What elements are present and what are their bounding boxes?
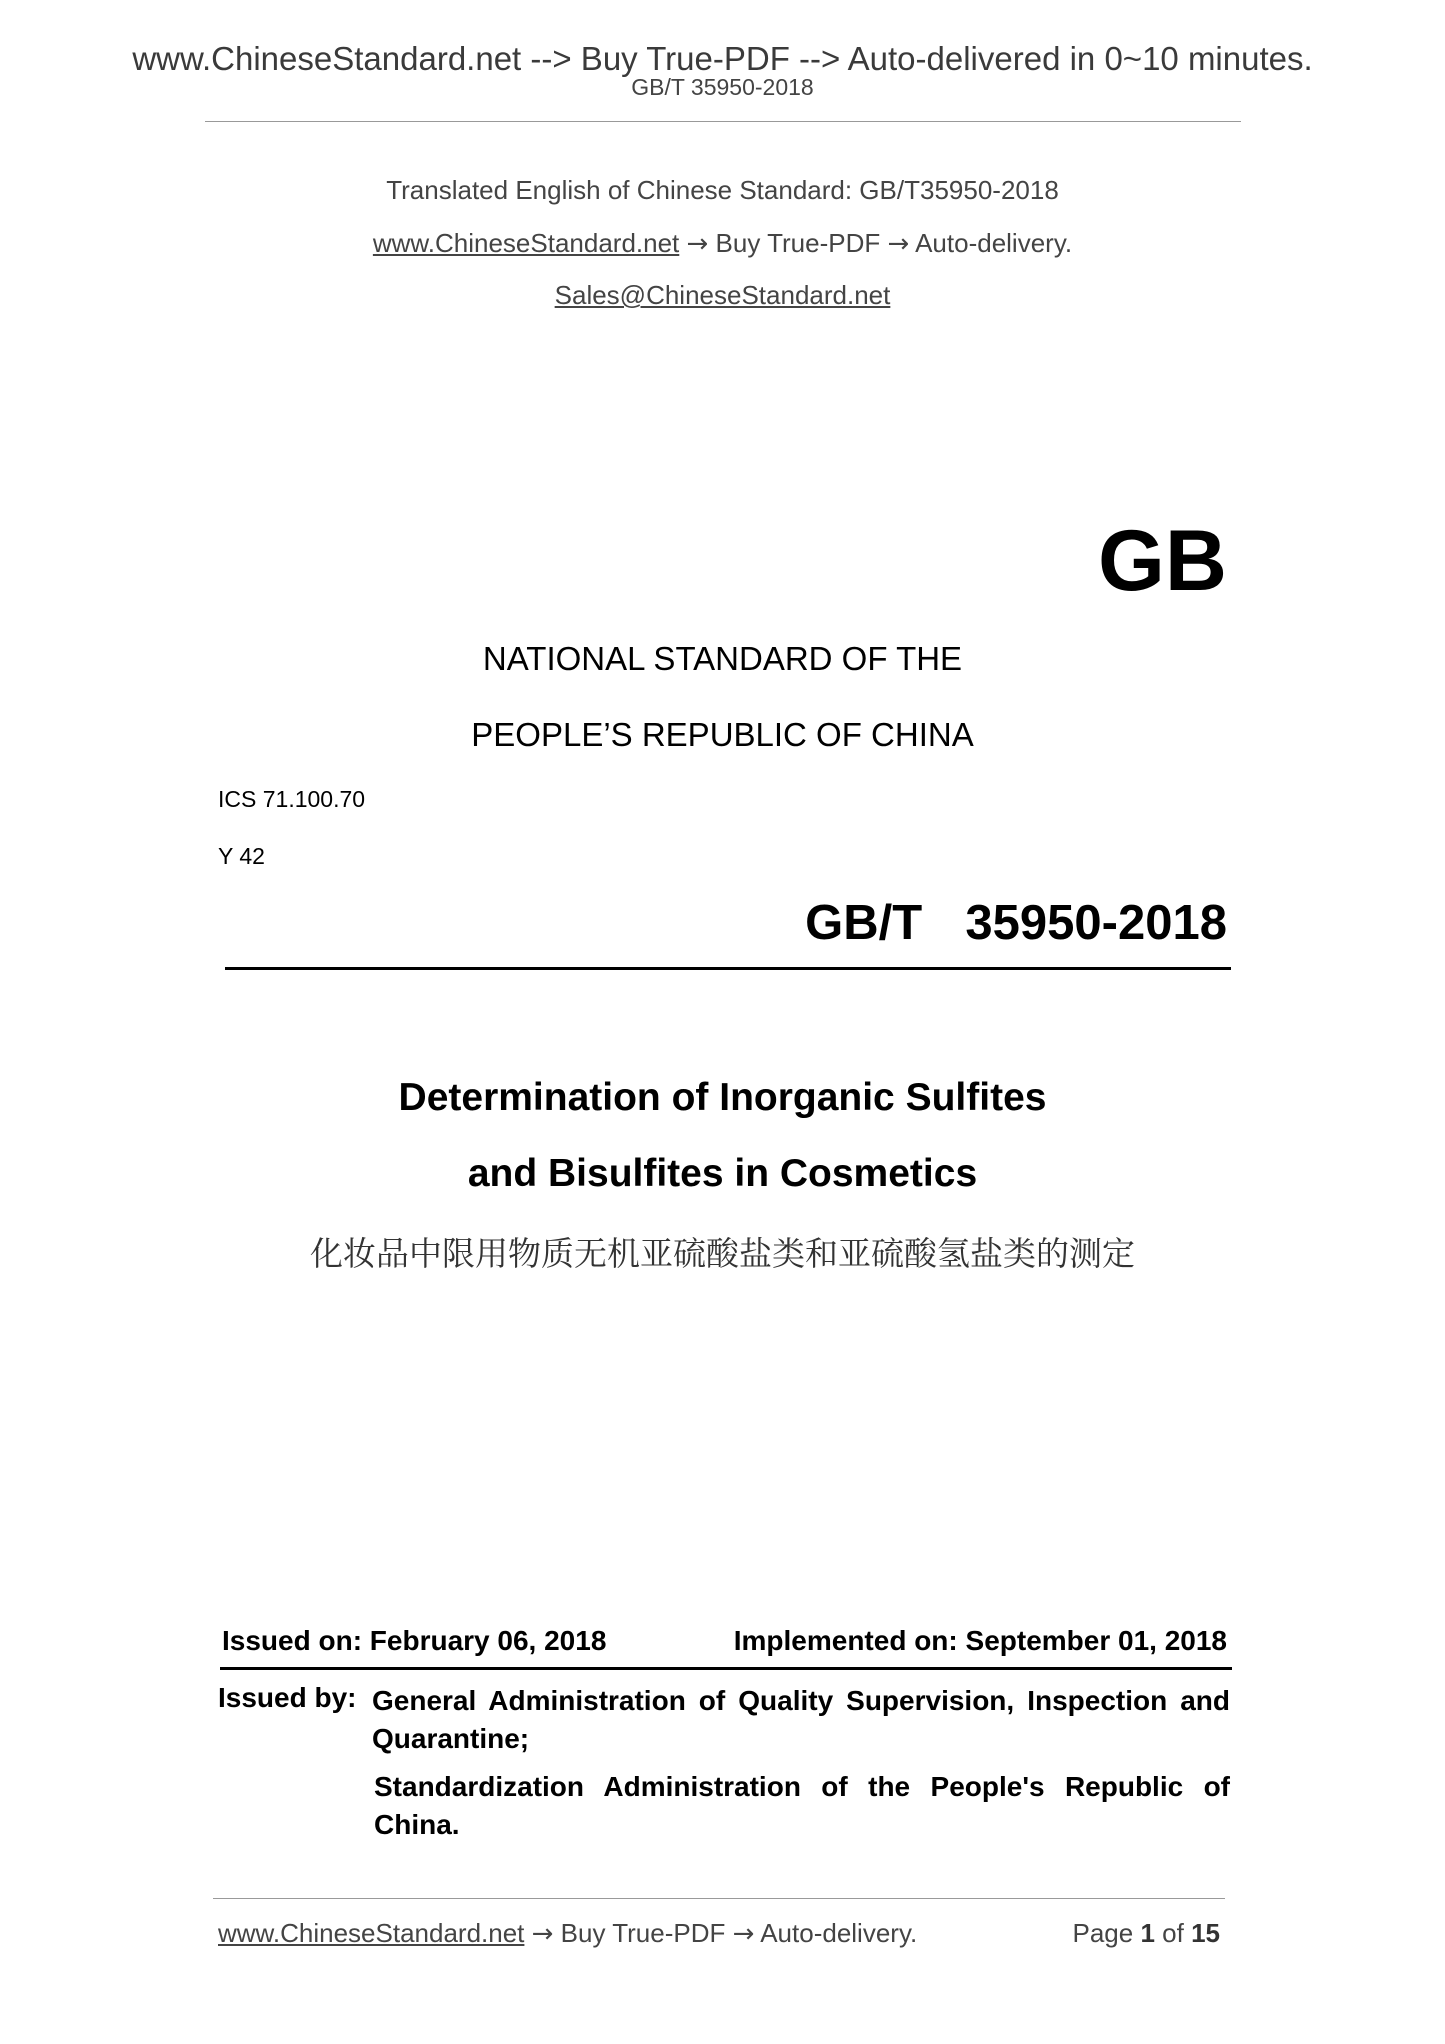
- standard-number: GB/T 35950-2018: [805, 896, 1227, 950]
- page-indicator: [1072, 1918, 1220, 1949]
- title-line1: Determination of Inorganic Sulfites: [398, 1076, 1047, 1119]
- arrow-right-icon: →: [887, 229, 910, 259]
- arrow-right-icon: →: [732, 1919, 755, 1949]
- national-standard-line2: PEOPLE’S REPUBLIC OF CHINA: [471, 716, 974, 753]
- footer-links: [218, 1918, 917, 1949]
- issued-on: Issued on: February 06, 2018: [222, 1625, 607, 1656]
- sales-email-link[interactable]: Sales@ChineseStandard.net: [554, 280, 891, 310]
- issued-by-label: Issued by:: [218, 1682, 357, 1713]
- title-line2: and Bisulfites in Cosmetics: [467, 1152, 978, 1195]
- translation-links: [0, 228, 1445, 259]
- running-head: GB/T 35950-2018: [631, 74, 814, 100]
- ics-code: ICS 71.100.70: [218, 786, 366, 812]
- sales-line: [0, 280, 1445, 311]
- top-banner: www.ChineseStandard.net --> Buy True-PDF --> Auto-delivered in 0~10 minutes.: [132, 40, 1313, 77]
- standard-number-rule: [225, 967, 1231, 970]
- arrow-right-icon: →: [686, 229, 709, 259]
- issuer-2: Standardization Administration of the People's Republic of China.: [374, 1771, 1230, 1840]
- page-current: 1: [1140, 1918, 1155, 1948]
- dates-rule: [220, 1667, 1232, 1670]
- footer-buy-text: Buy True-PDF: [560, 1918, 726, 1948]
- ccs-code: Y 42: [218, 843, 265, 869]
- page-total: 15: [1191, 1918, 1220, 1948]
- page-of: of: [1162, 1918, 1184, 1948]
- footer-delivery-text: Auto-delivery.: [760, 1918, 918, 1948]
- buy-text: Buy True-PDF: [715, 228, 881, 258]
- translation-title: Translated English of Chinese Standard: GB/T35950-2018: [386, 175, 1059, 205]
- site-link[interactable]: www.ChineseStandard.net: [372, 228, 680, 258]
- arrow-right-icon: →: [531, 1919, 554, 1949]
- delivery-text: Auto-delivery.: [915, 228, 1073, 258]
- national-standard-line1: NATIONAL STANDARD OF THE: [482, 640, 963, 677]
- issuer-1: General Administration of Quality Supervision, Inspection and Quarantine;: [372, 1685, 1230, 1754]
- page-label: Page: [1072, 1918, 1134, 1948]
- title-chinese: 化妆品中限用物质无机亚硫酸盐类和亚硫酸氢盐类的测定: [310, 1234, 1135, 1273]
- header-divider: [205, 121, 1241, 122]
- footer-divider: [213, 1898, 1225, 1899]
- footer-site-link[interactable]: www.ChineseStandard.net: [218, 1918, 525, 1948]
- implemented-on: Implemented on: September 01, 2018: [733, 1625, 1227, 1656]
- gb-mark: GB: [1098, 513, 1227, 609]
